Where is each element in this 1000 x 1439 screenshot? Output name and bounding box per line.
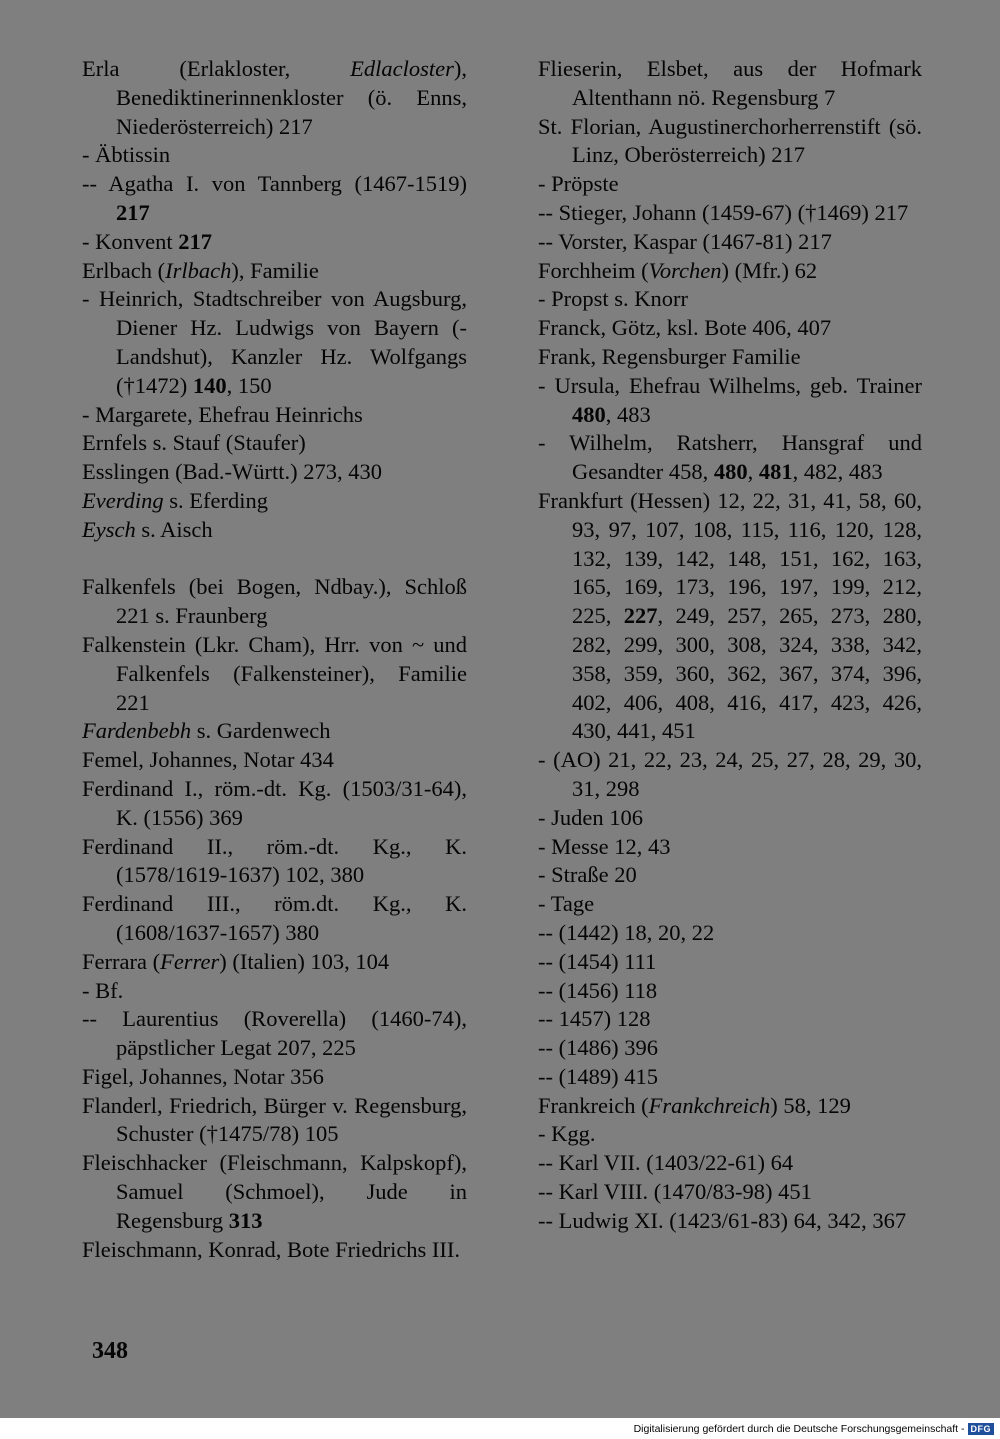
index-entry	[538, 228, 922, 257]
entry-text: - Bf.	[82, 977, 124, 1003]
index-entry	[538, 55, 922, 113]
index-entry	[538, 1034, 922, 1063]
index-entry	[82, 401, 467, 430]
entry-text: s. Eferding	[163, 487, 268, 513]
entry-text: Falkenstein (Lkr. Cham), Hrr. von ~ und Falkenfels (Falkensteiner), Familie 221	[82, 631, 467, 715]
entry-text: Esslingen (Bad.-Württ.) 273, 430	[82, 459, 382, 485]
entry-text: Flieserin, Elsbet, aus der Hofmark Altenthann nö. Regensburg 7	[538, 56, 922, 110]
entry-text: - Heinrich, Stadtschreiber von Augsburg, Diener Hz. Ludwigs von Bayern (-Landshut), Kanzler Hz. Wolfgangs (†1472)	[82, 286, 467, 398]
index-entry	[538, 487, 922, 746]
index-entry	[82, 1236, 467, 1265]
entry-text: ,	[747, 459, 759, 485]
index-entry	[82, 977, 467, 1006]
index-entry	[538, 113, 922, 171]
entry-text: Falkenfels (bei Bogen, Ndbay.), Schloß 221 s. Fraunberg	[82, 574, 467, 629]
index-entry	[538, 1207, 922, 1236]
index-entry	[538, 429, 922, 487]
index-entry	[82, 775, 467, 833]
entry-text: Forchheim (	[538, 257, 649, 283]
entry-text: -- Laurentius (Roverella) (1460-74), päpstlicher Legat 207, 225	[82, 1006, 467, 1061]
entry-text: ), Benediktinerinnenkloster (ö. Enns, Niederösterreich) 217	[116, 56, 467, 139]
entry-text: - Kgg.	[538, 1121, 596, 1147]
variant-name-italic: Fardenbebh	[82, 718, 192, 744]
index-entry	[538, 1063, 922, 1092]
page-ref-bold: 313	[228, 1207, 263, 1233]
page-ref-bold: 140	[192, 372, 227, 398]
index-entry	[538, 170, 922, 199]
entry-text: -- (1442) 18, 20, 22	[538, 919, 715, 945]
page-ref-bold: 481	[758, 459, 793, 485]
entry-text: - Tage	[538, 891, 595, 917]
entry-text: Flanderl, Friedrich, Bürger v. Regensburg, Schuster (†1475/78) 105	[82, 1092, 467, 1147]
index-entry	[82, 717, 467, 746]
entry-text: -- 1457) 128	[538, 1006, 651, 1032]
index-entry	[82, 487, 467, 516]
entry-text: -- (1454) 111	[538, 948, 657, 974]
variant-name-italic: Vorchen	[648, 257, 722, 283]
index-entry	[82, 257, 467, 286]
entry-text: - Messe 12, 43	[538, 833, 671, 859]
variant-name-italic: Edlacloster	[350, 56, 454, 81]
dfg-logo: DFG	[968, 1423, 995, 1435]
entry-text: Erla (Erlakloster,	[82, 56, 351, 81]
entry-text: - Ursula, Ehefrau Wilhelms, geb. Trainer	[538, 372, 922, 398]
index-entry	[538, 257, 922, 286]
index-entry	[82, 833, 467, 891]
entry-text: ) (Italien) 103, 104	[219, 948, 390, 974]
entry-text: , 482, 483	[792, 459, 883, 485]
index-entry	[82, 141, 467, 170]
entry-text: -- Agatha I. von Tannberg (1467-1519)	[82, 171, 467, 197]
footer-credit-text: Digitalisierung gefördert durch die Deutsche Forschungsgemeinschaft -	[633, 1422, 965, 1435]
index-entry	[538, 919, 922, 948]
entry-text: s. Aisch	[135, 516, 213, 542]
entry-text: Erlbach (	[82, 257, 166, 283]
index-entry	[82, 1149, 467, 1235]
entry-text: Frankreich (	[538, 1092, 649, 1118]
page-ref-bold: 480	[572, 401, 606, 427]
entry-text: Frankfurt (Hessen) 12, 22, 31, 41, 58, 60, 93, 97, 107, 108, 115, 116, 120, 128, 132, 139, 142, 148, 151, 162, 163, 165, 169, 173, 196, 197, 199, 212, 225,	[538, 487, 922, 629]
section-gap	[82, 545, 467, 574]
index-entry	[82, 1005, 467, 1063]
index-entry	[538, 314, 922, 343]
entry-text: , 249, 257, 265, 273, 280, 282, 299, 300, 308, 324, 338, 342, 358, 359, 360, 362, 367, 374, 396, 402, 406, 408, 416, 417, 423, 426, 430, 441, 451	[572, 603, 923, 744]
entry-text: - Pröpste	[538, 171, 619, 197]
variant-name-italic: Irlbach	[165, 257, 232, 283]
index-entry	[82, 516, 467, 545]
entry-text: -- Ludwig XI. (1423/61-83) 64, 342, 367	[538, 1207, 907, 1233]
page-ref-bold: 217	[116, 199, 150, 225]
entry-text: -- (1456) 118	[538, 977, 658, 1003]
index-entry	[538, 1092, 922, 1121]
index-entry	[538, 1149, 922, 1178]
entry-text: - Margarete, Ehefrau Heinrichs	[82, 401, 363, 427]
entry-text: , 483	[605, 401, 651, 427]
digitization-footer	[0, 1418, 1000, 1439]
variant-name-italic: Frankchreich	[648, 1092, 771, 1118]
entry-text: - (AO) 21, 22, 23, 24, 25, 27, 28, 29, 30, 31, 298	[538, 747, 922, 801]
index-column-right	[538, 55, 922, 1236]
entry-text: - Äbtissin	[82, 142, 171, 168]
entry-text: Frank, Regensburger Familie	[538, 343, 801, 369]
index-entry	[82, 429, 467, 458]
variant-name-italic: Eysch	[82, 516, 136, 542]
entry-text: Franck, Götz, ksl. Bote 406, 407	[538, 315, 832, 341]
page-ref-bold: 227	[623, 603, 658, 629]
page-number: 348	[92, 1338, 128, 1364]
index-entry	[82, 285, 467, 400]
entry-text: -- (1489) 415	[538, 1063, 658, 1089]
entry-text: Figel, Johannes, Notar 356	[82, 1063, 324, 1089]
entry-text: Ferrara (	[82, 948, 161, 974]
index-entry	[538, 199, 922, 228]
entry-text: Ferdinand I., röm.-dt. Kg. (1503/31-64), K. (1556) 369	[82, 775, 467, 830]
entry-text: ) (Mfr.) 62	[721, 257, 818, 283]
entry-text: s. Gardenwech	[191, 718, 331, 744]
entry-text: -- Stieger, Johann (1459-67) (†1469) 217	[538, 199, 909, 225]
entry-text: Ferdinand II., röm.-dt. Kg., K. (1578/1619-1637) 102, 380	[82, 833, 467, 888]
index-entry	[538, 977, 922, 1006]
index-entry	[82, 631, 467, 717]
index-entry	[538, 890, 922, 919]
index-entry	[538, 285, 922, 314]
index-entry	[538, 1120, 922, 1149]
page-ref-bold: 217	[178, 228, 212, 254]
variant-name-italic: Ferrer	[160, 948, 220, 974]
entry-text: -- Karl VIII. (1470/83-98) 451	[538, 1179, 812, 1205]
index-entry	[82, 1063, 467, 1092]
entry-text: Femel, Johannes, Notar 434	[82, 747, 334, 773]
entry-text: St. Florian, Augustinerchorherrenstift (sö. Linz, Oberösterreich) 217	[538, 113, 922, 168]
index-entry	[538, 948, 922, 977]
entry-text: - Konvent	[82, 228, 179, 254]
index-entry	[538, 804, 922, 833]
entry-text: ) 58, 129	[770, 1092, 851, 1118]
index-entry	[82, 573, 467, 631]
page-ref-bold: 480	[713, 459, 748, 485]
index-entry	[82, 228, 467, 257]
entry-text: Ernfels s. Stauf (Staufer)	[82, 430, 306, 456]
index-entry	[82, 746, 467, 775]
variant-name-italic: Everding	[82, 487, 164, 513]
index-entry	[538, 1005, 922, 1034]
index-column-left	[82, 55, 467, 1264]
index-entry	[538, 343, 922, 372]
entry-text: - Straße 20	[538, 862, 637, 888]
entry-text: -- Vorster, Kaspar (1467-81) 217	[538, 228, 832, 254]
index-entry	[82, 458, 467, 487]
index-entry	[82, 55, 467, 141]
entry-text: - Juden 106	[538, 804, 643, 830]
entry-text: -- Karl VII. (1403/22-61) 64	[538, 1150, 794, 1176]
entry-text: , 150	[226, 372, 272, 398]
entry-text: Fleischhacker (Fleischmann, Kalpskopf), Samuel (Schmoel), Jude in Regensburg	[82, 1150, 467, 1233]
index-entry	[538, 861, 922, 890]
entry-text: Ferdinand III., röm.dt. Kg., K. (1608/1637-1657) 380	[82, 891, 467, 945]
index-entry	[82, 1092, 467, 1150]
entry-text: -- (1486) 396	[538, 1035, 658, 1061]
index-entry	[538, 372, 922, 430]
index-entry	[82, 170, 467, 228]
index-entry	[538, 746, 922, 804]
index-entry	[538, 1178, 922, 1207]
entry-text: - Wilhelm, Ratsherr, Hansgraf und Gesandter 458,	[538, 430, 922, 485]
index-entry	[82, 890, 467, 948]
entry-text: - Propst s. Knorr	[538, 286, 688, 312]
index-entry	[82, 948, 467, 977]
entry-text: Fleischmann, Konrad, Bote Friedrichs III.	[82, 1236, 461, 1262]
entry-text: ), Familie	[231, 257, 319, 283]
index-entry	[538, 833, 922, 862]
